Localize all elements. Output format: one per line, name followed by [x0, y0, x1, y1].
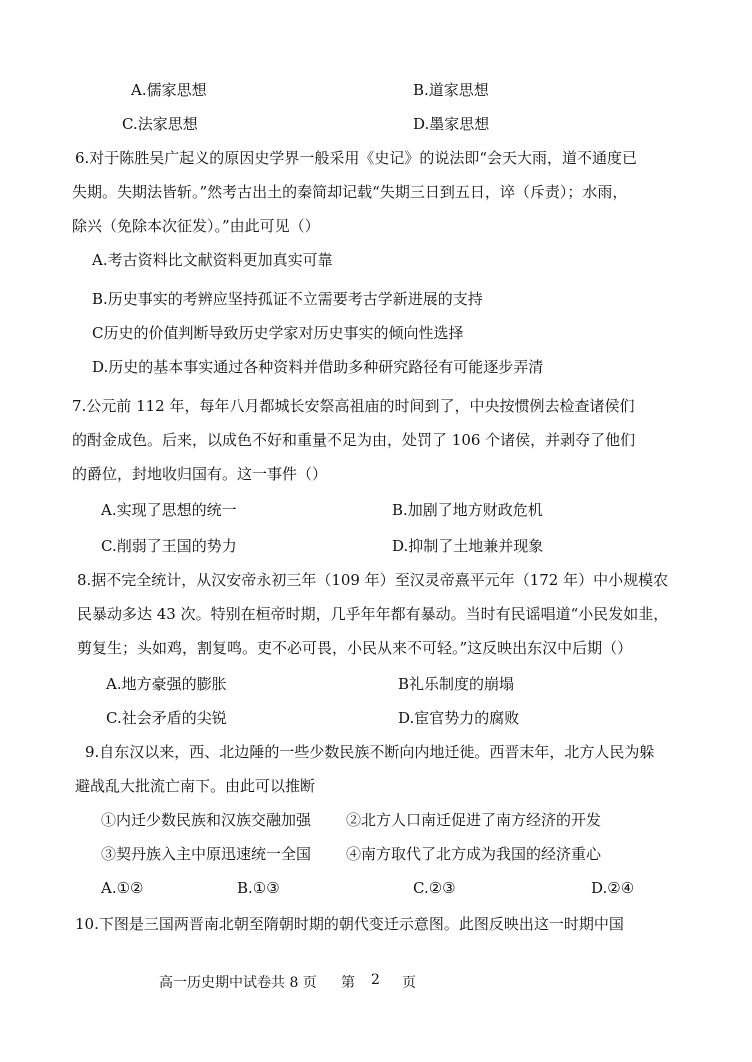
q6-stem-line-1: 6.对于陈胜吴广起义的原因史学界一般采用《史记》的说法即“会天大雨，道不通度已: [75, 149, 637, 167]
q5-option-d: D.墨家思想: [413, 115, 490, 133]
q9-option-a: A.①②: [101, 879, 144, 897]
q8-stem-line-1: 8.据不完全统计，从汉安帝永初三年（109 年）至汉灵帝熹平元年（172 年）中小规模农: [77, 571, 669, 589]
q8-stem-line-2: 民暴动多达 43 次。特别在桓帝时期，几乎年年都有暴动。当时有民谣唱道“小民发如韭，: [77, 605, 669, 623]
q9-statement-1: ①内迁少数民族和汉族交融加强: [101, 811, 312, 829]
q8-option-b: B礼乐制度的崩塌: [398, 675, 515, 693]
q8-option-d: D.宦官势力的腐败: [398, 709, 520, 727]
q7-stem-line-1: 7.公元前 112 年，每年八月都城长安祭高祖庙的时间到了，中央按惯例去检查诸侯们: [72, 397, 635, 415]
q9-option-b: B.①③: [237, 879, 280, 897]
q5-option-b: B.道家思想: [413, 81, 489, 99]
q6-stem-line-2: 失期。失期法皆斩。”然考古出土的秦简却记载“失期三日到五日，谇（斥责）；水雨，: [72, 183, 628, 201]
q9-stem-line-2: 避战乱大批流亡南下。由此可以推断: [75, 777, 316, 795]
q7-option-c: C.削弱了王国的势力: [101, 537, 237, 555]
q9-statement-2: ②北方人口南迁促进了南方经济的开发: [346, 811, 602, 829]
footer-exam-title: 高一历史期中试卷共 8 页: [159, 975, 317, 991]
q7-stem-line-3: 的爵位，封地收归国有。这一事件（）: [72, 465, 328, 483]
q7-option-d: D.抑制了土地兼并现象: [392, 537, 544, 555]
q8-option-c: C.社会矛盾的尖锐: [106, 709, 227, 727]
q9-option-d: D.②④: [591, 879, 635, 897]
q7-option-b: B.加剧了地方财政危机: [392, 501, 543, 519]
q10-stem: 10.下图是三国两晋南北朝至隋朝时期的朝代变迁示意图。此图反映出这一时期中国: [75, 915, 624, 933]
q6-option-d: D.历史的基本事实通过各种资料并借助多种研究路径有可能逐步弄清: [92, 358, 544, 376]
q7-stem-line-2: 的酎金成色。后来，以成色不好和重量不足为由，处罚了 106 个诸侯，并剥夺了他们: [72, 431, 636, 449]
footer-page-suffix: 页: [402, 975, 416, 991]
q9-stem-line-1: 9.自东汉以来，西、北边陲的一些少数民族不断向内地迁徙。西晋末年，北方人民为躲: [85, 743, 655, 761]
q8-option-a: A.地方豪强的膨胀: [106, 675, 227, 693]
q6-option-b: B.历史事实的考辨应坚持孤证不立需要考古学新进展的支持: [92, 290, 483, 308]
q6-option-a: A.考古资料比文献资料更加真实可靠: [92, 251, 333, 269]
q7-option-a: A.实现了思想的统一: [101, 501, 237, 519]
q9-statement-4: ④南方取代了北方成为我国的经济重心: [346, 845, 602, 863]
footer-page-number: 2: [371, 972, 380, 988]
q5-option-c: C.法家思想: [122, 115, 198, 133]
q9-statement-3: ③契丹族入主中原迅速统一全国: [101, 845, 312, 863]
q6-option-c: C历史的价值判断导致历史学家对历史事实的倾向性选择: [92, 324, 464, 342]
q6-stem-line-3: 除兴（免除本次征发）。”由此可见（）: [72, 217, 320, 235]
q9-option-c: C.②③: [413, 879, 456, 897]
q8-stem-line-3: 剪复生；头如鸡，割复鸣。吏不必可畏，小民从来不可轻。”这反映出东汉中后期（）: [77, 639, 633, 657]
q5-option-a: A.儒家思想: [131, 81, 207, 99]
footer-page-prefix: 第: [341, 975, 355, 991]
